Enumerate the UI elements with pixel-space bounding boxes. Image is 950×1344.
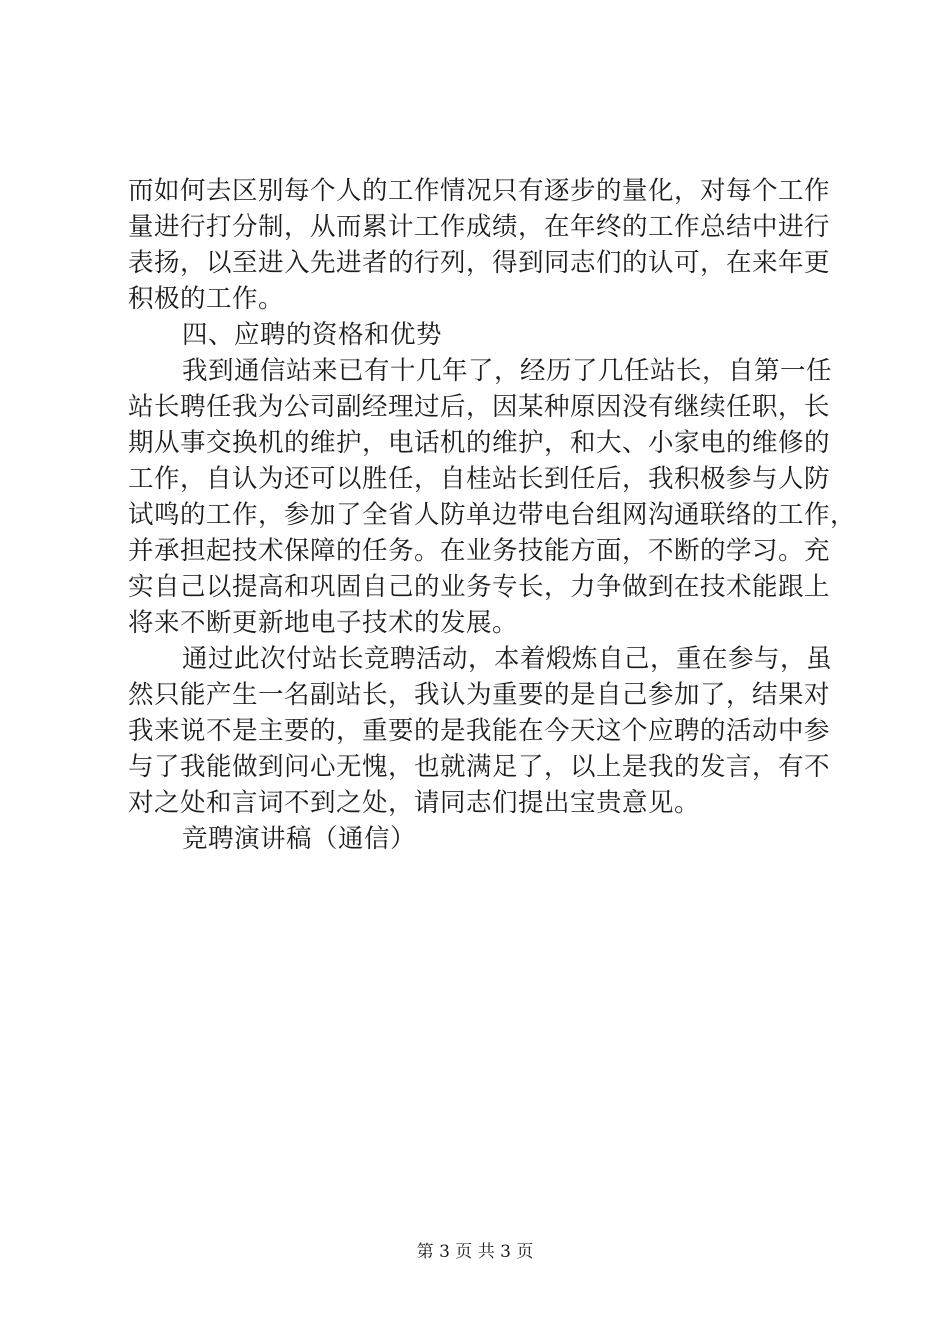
- text-line: 试鸣的工作，参加了全省人防单边带电台组网沟通联络的工作，: [128, 500, 857, 530]
- text-line: 积极的工作。: [128, 284, 285, 314]
- text-line: 量进行打分制，从而累计工作成绩，在年终的工作总结中进行: [128, 212, 831, 242]
- text-line: 与了我能做到问心无愧，也就满足了，以上是我的发言，有不: [128, 752, 831, 782]
- paragraph-first-line: 我到通信站来已有十几年了，经历了几任站长，自第一任: [182, 356, 833, 386]
- text-line: 表扬，以至进入先进者的行列，得到同志们的认可，在来年更: [128, 248, 831, 278]
- text-line: 然只能产生一名副站长，我认为重要的是自己参加了，结果对: [128, 680, 831, 710]
- page-number: 第 3 页 共 3 页: [416, 1242, 534, 1262]
- text-line: 并承担起技术保障的任务。在业务技能方面，不断的学习。充: [128, 536, 831, 566]
- text-line: 对之处和言词不到之处，请同志们提出宝贵意见。: [128, 788, 701, 818]
- text-line: 而如何去区别每个人的工作情况只有逐步的量化，对每个工作: [128, 176, 831, 206]
- text-line: 实自己以提高和巩固自己的业务专长，力争做到在技术能跟上: [128, 572, 831, 602]
- paragraph-first-line: 通过此次付站长竞聘活动，本着煅炼自己，重在参与，虽: [182, 644, 833, 674]
- section-heading: 四、应聘的资格和优势: [182, 320, 443, 350]
- text-line: 工作，自认为还可以胜任，自桂站长到任后，我积极参与人防: [128, 464, 831, 494]
- text-line: 将来不断更新地电子技术的发展。: [128, 608, 519, 638]
- text-line: 期从事交换机的维护，电话机的维护，和大、小家电的维修的: [128, 428, 831, 458]
- document-body: [128, 173, 857, 857]
- page-footer: [0, 1240, 950, 1264]
- text-line: 站长聘任我为公司副经理过后，因某种原因没有继续任职，长: [128, 392, 831, 422]
- document-title-line: 竞聘演讲稿（通信）: [182, 824, 417, 854]
- text-line: 我来说不是主要的，重要的是我能在今天这个应聘的活动中参: [128, 716, 831, 746]
